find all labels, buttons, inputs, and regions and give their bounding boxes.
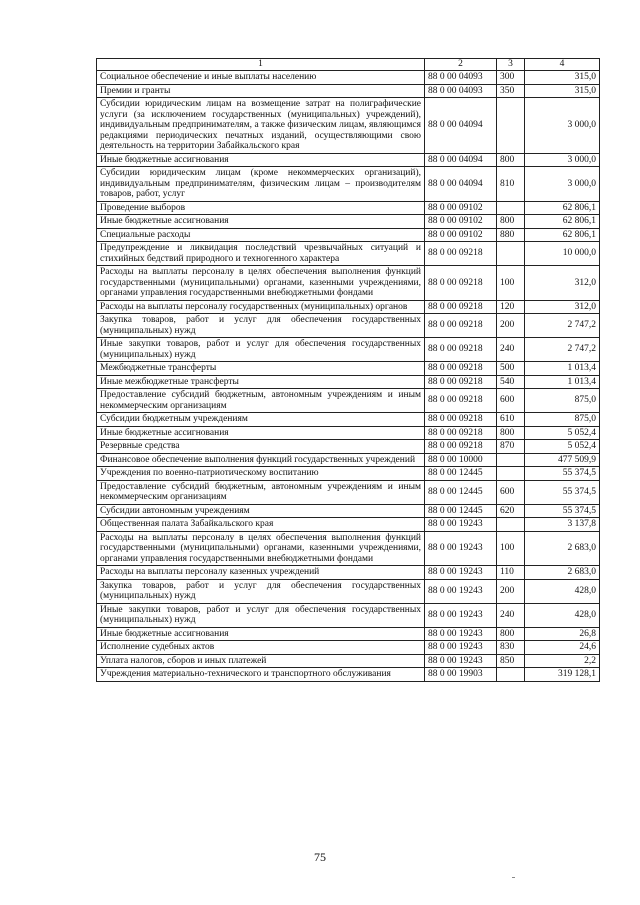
column-header-amount: 4 bbox=[525, 59, 600, 71]
cell-code: 88 0 00 09218 bbox=[425, 314, 497, 338]
cell-expense-type: 800 bbox=[497, 426, 525, 440]
cell-expense-type: 600 bbox=[497, 389, 525, 413]
table-row bbox=[97, 153, 600, 167]
table-row bbox=[97, 201, 600, 215]
cell-amount: 428,0 bbox=[525, 579, 600, 603]
cell-code: 88 0 00 04093 bbox=[425, 84, 497, 98]
cell-name: Премии и гранты bbox=[97, 84, 425, 98]
table-row bbox=[97, 413, 600, 427]
cell-name: Резервные средства bbox=[97, 440, 425, 454]
column-header-code: 2 bbox=[425, 59, 497, 71]
cell-name: Иные закупки товаров, работ и услуг для обеспечения государственных (муниципальных) нужд bbox=[97, 338, 425, 362]
cell-code: 88 0 00 19243 bbox=[425, 579, 497, 603]
cell-expense-type: 850 bbox=[497, 654, 525, 668]
cell-code: 88 0 00 19243 bbox=[425, 531, 497, 566]
cell-name: Финансовое обеспечение выполнения функций государственных учреждений bbox=[97, 453, 425, 467]
cell-code: 88 0 00 12445 bbox=[425, 504, 497, 518]
cell-amount: 428,0 bbox=[525, 603, 600, 627]
cell-name: Уплата налогов, сборов и иных платежей bbox=[97, 654, 425, 668]
cell-expense-type: 870 bbox=[497, 440, 525, 454]
cell-code: 88 0 00 09102 bbox=[425, 215, 497, 229]
cell-expense-type: 120 bbox=[497, 300, 525, 314]
cell-code: 88 0 00 12445 bbox=[425, 467, 497, 481]
cell-code: 88 0 00 09218 bbox=[425, 426, 497, 440]
cell-amount: 319 128,1 bbox=[525, 668, 600, 682]
table-row bbox=[97, 641, 600, 655]
column-header-expense-type: 3 bbox=[497, 59, 525, 71]
cell-code: 88 0 00 09218 bbox=[425, 389, 497, 413]
cell-amount: 5 052,4 bbox=[525, 440, 600, 454]
cell-amount: 3 000,0 bbox=[525, 98, 600, 154]
cell-name: Предоставление субсидий бюджетным, автономным учреждениям и иным некоммерческим организациям bbox=[97, 480, 425, 504]
cell-name: Исполнение судебных актов bbox=[97, 641, 425, 655]
cell-name: Межбюджетные трансферты bbox=[97, 362, 425, 376]
cell-amount: 3 000,0 bbox=[525, 167, 600, 202]
table-row bbox=[97, 453, 600, 467]
table-row bbox=[97, 375, 600, 389]
cell-code: 88 0 00 09218 bbox=[425, 413, 497, 427]
page-number: 75 bbox=[314, 850, 326, 864]
table-row bbox=[97, 467, 600, 481]
cell-name: Расходы на выплаты персоналу казенных учреждений bbox=[97, 566, 425, 580]
table-row bbox=[97, 603, 600, 627]
table-body bbox=[97, 71, 600, 682]
table-row bbox=[97, 668, 600, 682]
table-row bbox=[97, 440, 600, 454]
cell-code: 88 0 00 04094 bbox=[425, 153, 497, 167]
cell-expense-type: 800 bbox=[497, 627, 525, 641]
header-row bbox=[97, 59, 600, 71]
cell-amount: 3 000,0 bbox=[525, 153, 600, 167]
table-row bbox=[97, 426, 600, 440]
table-row bbox=[97, 338, 600, 362]
cell-name: Иные бюджетные ассигнования bbox=[97, 627, 425, 641]
table-row bbox=[97, 98, 600, 154]
cell-name: Субсидии юридическим лицам на возмещение затрат на полиграфические услуги (за исключением государственных (муниципальных) учреждений), индивидуальным предпринимателям, а также физическим лицам, являющимся редакциями периодических печатных изданий, осуществляющими свою деятельность на территории Забайкальского края bbox=[97, 98, 425, 154]
cell-expense-type bbox=[497, 518, 525, 532]
table-row bbox=[97, 266, 600, 301]
column-header-name: 1 bbox=[97, 59, 425, 71]
table-row bbox=[97, 627, 600, 641]
cell-amount: 2,2 bbox=[525, 654, 600, 668]
table-row bbox=[97, 579, 600, 603]
cell-name: Закупка товаров, работ и услуг для обеспечения государственных (муниципальных) нужд bbox=[97, 314, 425, 338]
cell-code: 88 0 00 04094 bbox=[425, 167, 497, 202]
cell-amount: 875,0 bbox=[525, 413, 600, 427]
cell-name: Предупреждение и ликвидация последствий чрезвычайных ситуаций и стихийных бедствий природного и техногенного характера bbox=[97, 242, 425, 266]
cell-name: Общественная палата Забайкальского края bbox=[97, 518, 425, 532]
cell-amount: 2 683,0 bbox=[525, 531, 600, 566]
cell-amount: 10 000,0 bbox=[525, 242, 600, 266]
cell-amount: 3 137,8 bbox=[525, 518, 600, 532]
cell-amount: 26,8 bbox=[525, 627, 600, 641]
cell-expense-type: 200 bbox=[497, 579, 525, 603]
cell-expense-type: 350 bbox=[497, 84, 525, 98]
cell-code: 88 0 00 09218 bbox=[425, 362, 497, 376]
cell-name: Расходы на выплаты персоналу в целях обеспечения выполнения функций государственными (муниципальными) органами, казенными учреждениями, органами управления государственными внебюджетными фондами bbox=[97, 531, 425, 566]
cell-expense-type: 240 bbox=[497, 603, 525, 627]
cell-code: 88 0 00 09218 bbox=[425, 440, 497, 454]
cell-amount: 312,0 bbox=[525, 266, 600, 301]
cell-amount: 315,0 bbox=[525, 71, 600, 85]
cell-code: 88 0 00 19243 bbox=[425, 603, 497, 627]
cell-name: Закупка товаров, работ и услуг для обеспечения государственных (муниципальных) нужд bbox=[97, 579, 425, 603]
cell-amount: 1 013,4 bbox=[525, 375, 600, 389]
cell-expense-type: 100 bbox=[497, 266, 525, 301]
cell-amount: 55 374,5 bbox=[525, 467, 600, 481]
cell-amount: 2 683,0 bbox=[525, 566, 600, 580]
cell-amount: 55 374,5 bbox=[525, 504, 600, 518]
cell-expense-type bbox=[497, 242, 525, 266]
cell-code: 88 0 00 19243 bbox=[425, 641, 497, 655]
cell-amount: 62 806,1 bbox=[525, 201, 600, 215]
cell-name: Субсидии бюджетным учреждениям bbox=[97, 413, 425, 427]
table-row bbox=[97, 242, 600, 266]
cell-code: 88 0 00 09218 bbox=[425, 242, 497, 266]
cell-expense-type bbox=[497, 668, 525, 682]
cell-expense-type bbox=[497, 453, 525, 467]
cell-name: Иные межбюджетные трансферты bbox=[97, 375, 425, 389]
cell-code: 88 0 00 19243 bbox=[425, 518, 497, 532]
cell-name: Иные бюджетные ассигнования bbox=[97, 426, 425, 440]
table-row bbox=[97, 389, 600, 413]
cell-amount: 477 509,9 bbox=[525, 453, 600, 467]
cell-name: Расходы на выплаты персоналу в целях обеспечения выполнения функций государственными (муниципальными) органами, казенными учреждениями, органами управления государственными внебюджетными фондами bbox=[97, 266, 425, 301]
cell-amount: 2 747,2 bbox=[525, 338, 600, 362]
cell-expense-type: 600 bbox=[497, 480, 525, 504]
scan-mark bbox=[512, 877, 515, 878]
cell-name: Предоставление субсидий бюджетным, автономным учреждениям и иным некоммерческим организациям bbox=[97, 389, 425, 413]
table-row bbox=[97, 300, 600, 314]
cell-expense-type: 200 bbox=[497, 314, 525, 338]
table-row bbox=[97, 71, 600, 85]
table-row bbox=[97, 518, 600, 532]
cell-code: 88 0 00 09102 bbox=[425, 228, 497, 242]
table-row bbox=[97, 504, 600, 518]
table-row bbox=[97, 480, 600, 504]
cell-amount: 24,6 bbox=[525, 641, 600, 655]
cell-code: 88 0 00 09218 bbox=[425, 338, 497, 362]
cell-code: 88 0 00 19243 bbox=[425, 566, 497, 580]
cell-expense-type: 830 bbox=[497, 641, 525, 655]
cell-name: Расходы на выплаты персоналу государственных (муниципальных) органов bbox=[97, 300, 425, 314]
table-row bbox=[97, 362, 600, 376]
budget-table bbox=[96, 58, 600, 682]
cell-expense-type bbox=[497, 201, 525, 215]
cell-amount: 62 806,1 bbox=[525, 228, 600, 242]
cell-expense-type: 880 bbox=[497, 228, 525, 242]
cell-name: Иные бюджетные ассигнования bbox=[97, 153, 425, 167]
cell-code: 88 0 00 04094 bbox=[425, 98, 497, 154]
table-row bbox=[97, 314, 600, 338]
cell-code: 88 0 00 09218 bbox=[425, 300, 497, 314]
cell-name: Субсидии юридическим лицам (кроме некоммерческих организаций), индивидуальным предпринимателям, физическим лицам – производителям товаров, работ, услуг bbox=[97, 167, 425, 202]
table-header bbox=[97, 59, 600, 71]
table-row bbox=[97, 566, 600, 580]
cell-expense-type: 300 bbox=[497, 71, 525, 85]
cell-code: 88 0 00 09218 bbox=[425, 266, 497, 301]
cell-name: Проведение выборов bbox=[97, 201, 425, 215]
cell-code: 88 0 00 09218 bbox=[425, 375, 497, 389]
table-row bbox=[97, 531, 600, 566]
cell-expense-type: 500 bbox=[497, 362, 525, 376]
cell-expense-type: 100 bbox=[497, 531, 525, 566]
cell-amount: 5 052,4 bbox=[525, 426, 600, 440]
cell-amount: 875,0 bbox=[525, 389, 600, 413]
cell-expense-type: 110 bbox=[497, 566, 525, 580]
cell-code: 88 0 00 19243 bbox=[425, 654, 497, 668]
cell-amount: 2 747,2 bbox=[525, 314, 600, 338]
cell-expense-type bbox=[497, 467, 525, 481]
cell-code: 88 0 00 04093 bbox=[425, 71, 497, 85]
cell-expense-type: 810 bbox=[497, 167, 525, 202]
cell-expense-type: 800 bbox=[497, 215, 525, 229]
cell-code: 88 0 00 10000 bbox=[425, 453, 497, 467]
cell-expense-type: 800 bbox=[497, 153, 525, 167]
cell-name: Учреждения по военно-патриотическому воспитанию bbox=[97, 467, 425, 481]
cell-name: Специальные расходы bbox=[97, 228, 425, 242]
cell-amount: 55 374,5 bbox=[525, 480, 600, 504]
cell-code: 88 0 00 19243 bbox=[425, 627, 497, 641]
cell-name: Социальное обеспечение и иные выплаты населению bbox=[97, 71, 425, 85]
cell-amount: 1 013,4 bbox=[525, 362, 600, 376]
cell-amount: 62 806,1 bbox=[525, 215, 600, 229]
cell-expense-type bbox=[497, 98, 525, 154]
cell-expense-type: 240 bbox=[497, 338, 525, 362]
cell-amount: 312,0 bbox=[525, 300, 600, 314]
cell-name: Субсидии автономным учреждениям bbox=[97, 504, 425, 518]
cell-name: Учреждения материально-технического и транспортного обслуживания bbox=[97, 668, 425, 682]
cell-name: Иные закупки товаров, работ и услуг для обеспечения государственных (муниципальных) нужд bbox=[97, 603, 425, 627]
cell-expense-type: 620 bbox=[497, 504, 525, 518]
table-row bbox=[97, 215, 600, 229]
cell-code: 88 0 00 09102 bbox=[425, 201, 497, 215]
cell-name: Иные бюджетные ассигнования bbox=[97, 215, 425, 229]
table-row bbox=[97, 167, 600, 202]
table-row bbox=[97, 84, 600, 98]
cell-amount: 315,0 bbox=[525, 84, 600, 98]
cell-code: 88 0 00 12445 bbox=[425, 480, 497, 504]
cell-code: 88 0 00 19903 bbox=[425, 668, 497, 682]
cell-expense-type: 540 bbox=[497, 375, 525, 389]
table-row bbox=[97, 654, 600, 668]
cell-expense-type: 610 bbox=[497, 413, 525, 427]
table-row bbox=[97, 228, 600, 242]
